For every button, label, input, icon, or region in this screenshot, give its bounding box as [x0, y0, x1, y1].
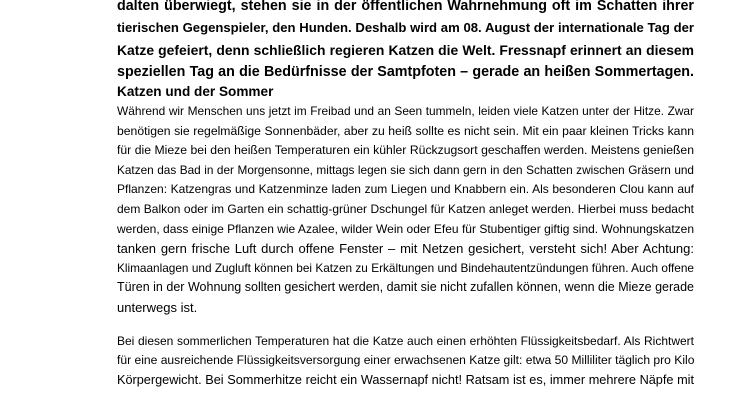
- paragraph-line: Körpergewicht. Bei Sommerhitze reicht ein Wassernapf nicht! Ratsam ist es, immer mehrere Näpfe mit: [117, 372, 694, 387]
- paragraph-line: für die Mieze bei den heißen Temperaturen ein kühler Rückzugsort geschaffen werden. Meistens genießen: [117, 143, 694, 158]
- document-page: [117, 0, 694, 390]
- paragraph-line: benötigen sie regelmäßige Sonnenbäder, aber zu heiß sollte es nicht sein. Mit ein paar kleinen Tricks kann: [117, 123, 694, 138]
- intro-line: Katze gefeiert, denn schließlich regieren Katzen die Welt. Fressnapf erinnert an diesem: [117, 42, 694, 58]
- paragraph-line: unterwegs ist.: [117, 299, 198, 315]
- paragraph-line: werden, dass einige Pflanzen wie Azalee, wilder Wein oder Efeu für Stubentiger giftig sind. Wohnungskatzen: [117, 221, 694, 236]
- section-heading: Katzen und der Sommer: [117, 84, 274, 99]
- paragraph-line: für eine ausreichende Flüssigkeitsversorgung einer erwachsenen Katze gilt: etwa 50 Milliliter täglich pro Kilo: [117, 353, 695, 368]
- paragraph-line: Katzen das Bad in der Morgensonne, mittags legen sie sich dann gern in den Schatten zwischen Gräsern und: [117, 162, 694, 177]
- paragraph-line: Während wir Menschen uns jetzt im Freibad und an Seen tummeln, leiden viele Katzen unter der Hitze. Zwar: [117, 104, 694, 118]
- paragraph-line: Klimaanlagen und Zugluft können bei Katzen zu Erkältungen und Bindehautentzündungen führen. Auch offene: [117, 260, 694, 275]
- paragraph-line: Türen in der Wohnung sollten gesichert werden, damit sie nicht zufallen können, wenn die Mieze gerade: [117, 280, 694, 295]
- intro-line: tierischen Gegenspieler, den Hunden. Deshalb wird am 08. August der internationale Tag der: [117, 20, 694, 35]
- intro-line: dalten überwiegt, stehen sie in der öffentlichen Wahrnehmung oft im Schatten ihrer: [117, 0, 694, 14]
- paragraph-line: Pflanzen: Katzengras und Katzenminze laden zum Liegen und Knabbern ein. Als besonderen Clou kann auf: [117, 182, 694, 197]
- paragraph-line: dem Balkon oder im Garten ein schattig-grüner Dschungel für Katzen anleget werden. Hierbei muss bedacht: [117, 201, 694, 216]
- paragraph-line: Bei diesen sommerlichen Temperaturen hat die Katze auch einen erhöhten Flüssigkeitsbedarf. Als Richtwert: [117, 333, 694, 348]
- body-paragraph-1: [117, 102, 694, 318]
- intro-paragraph: [117, 0, 694, 83]
- paragraph-line: tanken gern frische Luft durch offene Fenster – mit Netzen gesichert, versteht sich! Aber Achtung:: [117, 241, 694, 257]
- intro-line: speziellen Tag an die Bedürfnisse der Samtpfoten – gerade an heißen Sommertagen.: [117, 64, 694, 80]
- body-paragraph-2: [117, 332, 694, 391]
